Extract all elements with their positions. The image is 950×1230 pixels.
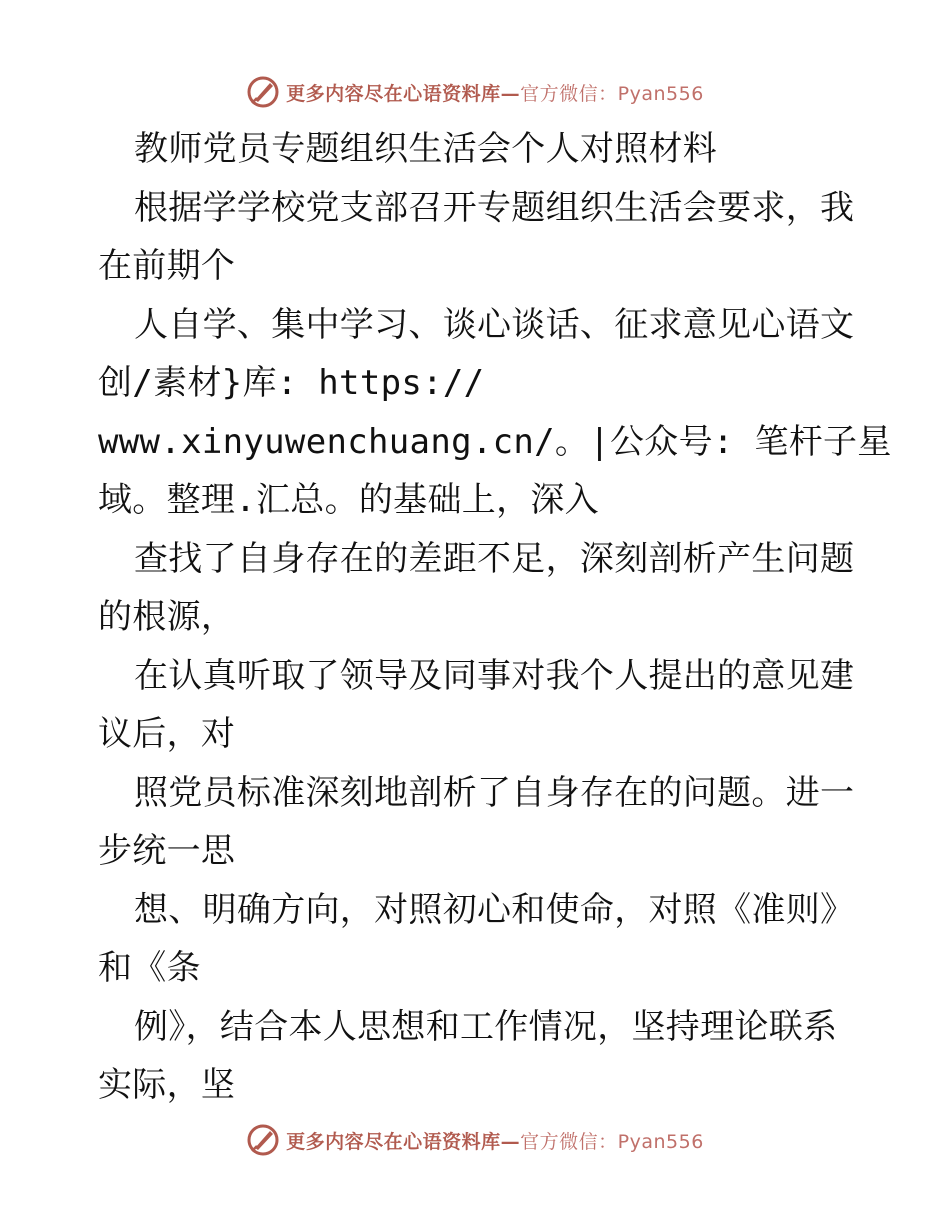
text-line: 实际，坚: [98, 1065, 236, 1105]
footer-banner-text: [286, 1127, 704, 1154]
text-line: 域。整理.汇总。的基础上，深入: [98, 480, 599, 520]
text-line: 想、明确方向，对照初心和使命，对照《准则》: [134, 889, 855, 930]
text-line: 例》，结合本人思想和工作情况，坚持理论联系: [134, 1006, 838, 1047]
header-banner: [0, 72, 950, 112]
text-line: 照党员标准深刻地剖析了自身存在的问题。进一: [134, 772, 855, 813]
text-line: 根据学学校党支部召开专题组织生活会要求，我: [134, 187, 855, 228]
text-line: 在认真听取了领导及同事对我个人提出的意见建: [134, 655, 855, 696]
footer-banner-prefix: 更多内容尽在心语资料库—: [286, 1130, 521, 1153]
text-line: 的根源，: [98, 597, 236, 637]
header-banner-prefix: 更多内容尽在心语资料库—: [286, 82, 521, 105]
text-line: 步统一思: [98, 831, 236, 871]
document-body: [98, 120, 892, 1115]
footer-banner: [0, 1120, 950, 1160]
text-line: 人自学、集中学习、谈心谈话、征求意见心语文: [134, 304, 855, 345]
text-line: 在前期个: [98, 246, 236, 286]
quill-logo-icon: [246, 1123, 280, 1157]
text-line: 查找了自身存在的差距不足，深刻剖析产生问题: [134, 538, 855, 579]
text-line: 创/素材}库: https://: [98, 363, 485, 403]
header-banner-contact: 官方微信：Pyan556: [520, 82, 704, 105]
quill-logo-icon: [246, 75, 280, 109]
footer-banner-contact: 官方微信：Pyan556: [520, 1130, 704, 1153]
text-line: www.xinyuwenchuang.cn/。|公众号: 笔杆子星: [98, 421, 892, 462]
text-line: 和《条: [98, 948, 201, 988]
text-line: 教师党员专题组织生活会个人对照材料: [134, 129, 718, 169]
header-banner-text: [286, 79, 704, 106]
text-line: 议后，对: [98, 714, 236, 754]
